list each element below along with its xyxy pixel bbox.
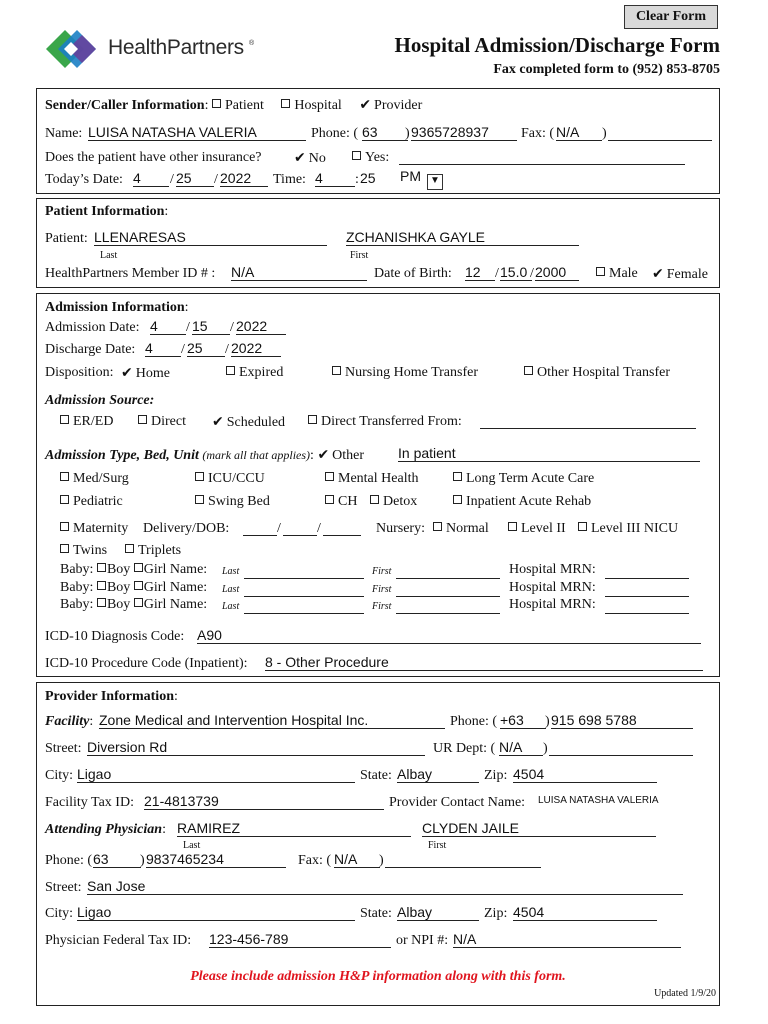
baby-last-caption: Last — [222, 566, 240, 577]
mrn-label: Hospital MRN: — [509, 562, 596, 577]
provider-heading: Provider Information: — [45, 689, 178, 704]
nursery-label: Nursery: — [376, 521, 425, 536]
type-other-checkbox[interactable]: ✔ Other — [317, 447, 365, 463]
disp-other-checkbox[interactable]: Other Hospital Transfer — [524, 365, 670, 381]
state-label: State: — [360, 768, 392, 783]
physician-street-label: Street: — [45, 880, 82, 895]
disp-nursing-checkbox[interactable]: Nursing Home Transfer — [332, 365, 478, 381]
phone-paren: ) — [140, 853, 145, 868]
insurance-no-checkbox[interactable]: ✔ No — [294, 150, 326, 166]
clear-form-button[interactable]: Clear Form — [624, 5, 718, 29]
sender-phone-area-field[interactable]: 63 — [362, 124, 408, 141]
baby-first-caption: First — [372, 584, 392, 595]
ch-checkbox[interactable]: CH — [325, 494, 357, 510]
physician-fax-area[interactable]: N/A — [334, 851, 380, 868]
baby-row: Baby: Boy Girl Name: — [60, 562, 208, 577]
delivery-year-field[interactable] — [323, 519, 361, 536]
date-slash: / — [225, 342, 229, 357]
fax-instruction: Fax completed form to (952) 853-8705 — [493, 62, 720, 77]
updated-date: Updated 1/9/20 — [654, 988, 716, 999]
date-slash: / — [530, 266, 534, 281]
ur-number-field[interactable] — [549, 739, 693, 756]
patient-label: Patient: — [45, 231, 88, 246]
todays-date-day[interactable]: 25 — [176, 170, 214, 187]
icd-dx-field[interactable]: A90 — [197, 627, 701, 644]
sender-heading-row: Sender/Caller Information: Patient Hospital ✔ Provider — [45, 97, 423, 113]
physician-zip-label: Zip: — [484, 906, 508, 921]
opt-patient-checkbox[interactable]: Patient — [212, 98, 264, 113]
sender-name-field[interactable]: LUISA NATASHA VALERIA — [88, 124, 306, 141]
facility-tax-label: Facility Tax ID: — [45, 795, 134, 810]
physician-zip-field[interactable]: 4504 — [513, 904, 657, 921]
facility-phone-area[interactable]: +63 — [500, 712, 546, 729]
phone-paren: ) — [545, 714, 550, 729]
todays-date-year[interactable]: 2022 — [220, 170, 268, 187]
time-label: Time: — [273, 172, 306, 187]
date-slash: / — [230, 320, 234, 335]
maternity-checkbox[interactable]: Maternity — [60, 521, 128, 537]
date-slash: / — [495, 266, 499, 281]
mrn-field[interactable] — [605, 597, 689, 614]
date-slash: / — [277, 521, 281, 536]
sender-phone-label: Phone: ( — [311, 126, 359, 141]
baby-last-caption: Last — [222, 601, 240, 612]
baby-last-field[interactable] — [244, 597, 364, 614]
baby-first-caption: First — [372, 601, 392, 612]
zip-label: Zip: — [484, 768, 508, 783]
disp-expired-checkbox[interactable]: Expired — [226, 365, 283, 381]
form-title: Hospital Admission/Discharge Form — [394, 33, 720, 57]
state-field[interactable]: Albay — [397, 766, 479, 783]
mrn-field[interactable] — [605, 562, 689, 579]
zip-field[interactable]: 4504 — [513, 766, 657, 783]
physician-label: Attending Physician: — [45, 822, 166, 837]
physician-phone-field[interactable]: 9837465234 — [146, 851, 286, 868]
discharge-date-year[interactable]: 2022 — [231, 340, 281, 357]
src-scheduled-checkbox[interactable]: ✔ Scheduled — [212, 414, 286, 430]
healthpartners-logo — [44, 28, 274, 70]
boy-checkbox[interactable]: Boy — [97, 597, 130, 612]
facility-phone-field[interactable]: 915 698 5788 — [551, 712, 693, 729]
contact-label: Provider Contact Name: — [389, 795, 526, 810]
male-checkbox[interactable]: Male — [596, 266, 638, 282]
patient-first-name-field[interactable]: ZCHANISHKA GAYLE — [346, 229, 579, 246]
src-transferred-field[interactable] — [480, 412, 696, 429]
insurance-yes-checkbox[interactable]: Yes: — [352, 150, 389, 166]
opt-hospital-checkbox[interactable]: Hospital — [281, 98, 341, 113]
baby-last-field[interactable] — [244, 580, 364, 597]
street-label: Street: — [45, 741, 82, 756]
src-er-checkbox[interactable]: ER/ED — [60, 414, 113, 430]
city-label: City: — [45, 768, 74, 783]
facility-field[interactable]: Zone Medical and Intervention Hospital Inc. — [99, 712, 445, 729]
admission-source-heading: Admission Source: — [45, 393, 155, 408]
disposition-label: Disposition: — [45, 365, 114, 380]
last-caption: Last — [183, 840, 201, 851]
dob-label: Date of Birth: — [374, 266, 452, 281]
contact-field[interactable]: LUISA NATASHA VALERIA — [538, 795, 659, 806]
girl-checkbox[interactable]: Girl — [134, 580, 167, 595]
disp-home-checkbox[interactable]: ✔ Home — [121, 365, 170, 381]
icd-dx-label: ICD-10 Diagnosis Code: — [45, 629, 185, 644]
delivery-month-field[interactable] — [243, 519, 277, 536]
date-slash: / — [186, 320, 190, 335]
physician-state-label: State: — [360, 906, 392, 921]
hp-note: Please include admission H&P information along with this form. — [190, 969, 566, 984]
discharge-date-month[interactable]: 4 — [145, 340, 181, 357]
admission-date-year[interactable]: 2022 — [236, 318, 286, 335]
todays-date-label: Today’s Date: — [45, 172, 123, 187]
fed-tax-label: Physician Federal Tax ID: — [45, 933, 192, 948]
time-colon: : — [355, 172, 359, 187]
discharge-date-day[interactable]: 25 — [187, 340, 225, 357]
physician-fax-field[interactable] — [385, 851, 541, 868]
baby-first-field[interactable] — [396, 580, 500, 597]
admission-date-month[interactable]: 4 — [150, 318, 186, 335]
ur-area-field[interactable]: N/A — [499, 739, 543, 756]
last-caption: Last — [100, 250, 118, 261]
medsurg-checkbox[interactable]: Med/Surg — [60, 471, 129, 487]
src-direct-checkbox[interactable]: Direct — [138, 414, 186, 430]
sender-phone-field[interactable]: 9365728937 — [411, 124, 517, 141]
swing-bed-checkbox[interactable]: Swing Bed — [195, 494, 270, 510]
type-other-field[interactable]: In patient — [398, 445, 700, 462]
npi-field[interactable]: N/A — [453, 931, 681, 948]
pediatric-checkbox[interactable]: Pediatric — [60, 494, 123, 510]
baby-row: Baby: Boy Girl Name: — [60, 597, 208, 612]
level2-checkbox[interactable]: Level II — [508, 521, 566, 537]
nursery-normal-checkbox[interactable]: Normal — [433, 521, 489, 537]
insurance-yes-field[interactable] — [399, 148, 685, 165]
physician-first-field[interactable]: CLYDEN JAILE — [422, 820, 656, 837]
ampm-select[interactable]: PM ▼ — [400, 168, 443, 190]
triplets-checkbox[interactable]: Triplets — [125, 543, 181, 559]
rehab-checkbox[interactable]: Inpatient Acute Rehab — [453, 494, 591, 510]
baby-last-caption: Last — [222, 584, 240, 595]
dropdown-arrow-icon: ▼ — [427, 174, 443, 190]
physician-city-label: City: — [45, 906, 74, 921]
insurance-question: Does the patient have other insurance? — [45, 150, 262, 165]
physician-street-field[interactable]: San Jose — [87, 878, 683, 895]
opt-provider-checkbox[interactable]: ✔ Provider — [359, 97, 423, 113]
member-id-label: HealthPartners Member ID # : — [45, 266, 216, 281]
detox-checkbox[interactable]: Detox — [370, 494, 417, 510]
ur-paren: ) — [543, 741, 548, 756]
dob-year[interactable]: 2000 — [535, 264, 579, 281]
logo-registered: ® — [249, 40, 255, 47]
mrn-label: Hospital MRN: — [509, 580, 596, 595]
baby-last-field[interactable] — [244, 562, 364, 579]
physician-state-field[interactable]: Albay — [397, 904, 479, 921]
sender-fax-number-field[interactable] — [608, 124, 712, 141]
sender-fax-label: Fax: ( — [521, 126, 555, 141]
facility-phone-label: Phone: ( — [450, 714, 498, 729]
time-hour[interactable]: 4 — [315, 170, 355, 187]
icu-checkbox[interactable]: ICU/CCU — [195, 471, 265, 487]
female-checkbox[interactable]: ✔ Female — [652, 266, 708, 282]
date-slash: / — [317, 521, 321, 536]
mrn-field[interactable] — [605, 580, 689, 597]
patient-heading: Patient Information: — [45, 204, 169, 219]
date-slash: / — [170, 172, 174, 187]
level3-checkbox[interactable]: Level III NICU — [578, 521, 678, 537]
girl-checkbox[interactable]: Girl — [134, 597, 167, 612]
admission-date-day[interactable]: 15 — [192, 318, 230, 335]
baby-first-field[interactable] — [396, 562, 500, 579]
twins-checkbox[interactable]: Twins — [60, 543, 107, 559]
date-slash: / — [214, 172, 218, 187]
sender-fax-paren: ) — [602, 126, 607, 141]
girl-checkbox[interactable]: Girl — [134, 562, 167, 577]
discharge-date-label: Discharge Date: — [45, 342, 136, 357]
dob-day[interactable]: 15.0 — [500, 264, 532, 281]
mental-health-checkbox[interactable]: Mental Health — [325, 471, 418, 487]
dob-month[interactable]: 12 — [465, 264, 495, 281]
provider-section — [36, 682, 720, 1006]
npi-label: or NPI #: — [396, 933, 449, 948]
src-transferred-checkbox[interactable]: Direct Transferred From: — [308, 414, 462, 430]
street-field[interactable]: Diversion Rd — [87, 739, 425, 756]
fax-paren: ) — [379, 853, 384, 868]
logo-diamond-icon — [44, 28, 106, 70]
physician-city-field[interactable]: Ligao — [77, 904, 355, 921]
fed-tax-field[interactable]: 123-456-789 — [209, 931, 391, 948]
ur-label: UR Dept: ( — [433, 741, 496, 756]
physician-last-field[interactable]: RAMIREZ — [177, 820, 411, 837]
member-id-field[interactable]: N/A — [231, 264, 367, 281]
facility-label: Facility: — [45, 714, 94, 729]
ltac-checkbox[interactable]: Long Term Acute Care — [453, 471, 594, 487]
city-field[interactable]: Ligao — [77, 766, 355, 783]
logo-text: HealthPartners — [108, 36, 244, 59]
sender-phone-paren: ) — [405, 126, 410, 141]
date-slash: / — [181, 342, 185, 357]
todays-date-month[interactable]: 4 — [133, 170, 169, 187]
sender-heading: Sender/Caller Information — [45, 98, 205, 113]
physician-fax-label: Fax: ( — [298, 853, 332, 868]
boy-checkbox[interactable]: Boy — [97, 580, 130, 595]
delivery-day-field[interactable] — [283, 519, 317, 536]
admission-type-heading: Admission Type, Bed, Unit (mark all that applies): ✔ Other — [45, 447, 365, 463]
baby-row: Baby: Boy Girl Name: — [60, 580, 208, 595]
icd-px-label: ICD-10 Procedure Code (Inpatient): — [45, 656, 248, 671]
physician-phone-label: Phone: ( — [45, 853, 93, 868]
sender-fax-area-field[interactable]: N/A — [556, 124, 602, 141]
patient-last-name-field[interactable]: LLENARESAS — [94, 229, 327, 246]
admission-date-label: Admission Date: — [45, 320, 140, 335]
admission-heading: Admission Information: — [45, 300, 189, 315]
first-caption: First — [428, 840, 447, 851]
boy-checkbox[interactable]: Boy — [97, 562, 130, 577]
sender-name-label: Name: — [45, 126, 83, 141]
baby-first-caption: First — [372, 566, 392, 577]
delivery-label: Delivery/DOB: — [143, 521, 230, 536]
physician-phone-area[interactable]: 63 — [93, 851, 141, 868]
first-caption: First — [350, 250, 369, 261]
mrn-label: Hospital MRN: — [509, 597, 596, 612]
icd-px-field[interactable]: 8 - Other Procedure — [265, 654, 703, 671]
baby-first-field[interactable] — [396, 597, 500, 614]
facility-tax-field[interactable]: 21-4813739 — [144, 793, 384, 810]
time-minute[interactable]: 25 — [360, 170, 376, 186]
